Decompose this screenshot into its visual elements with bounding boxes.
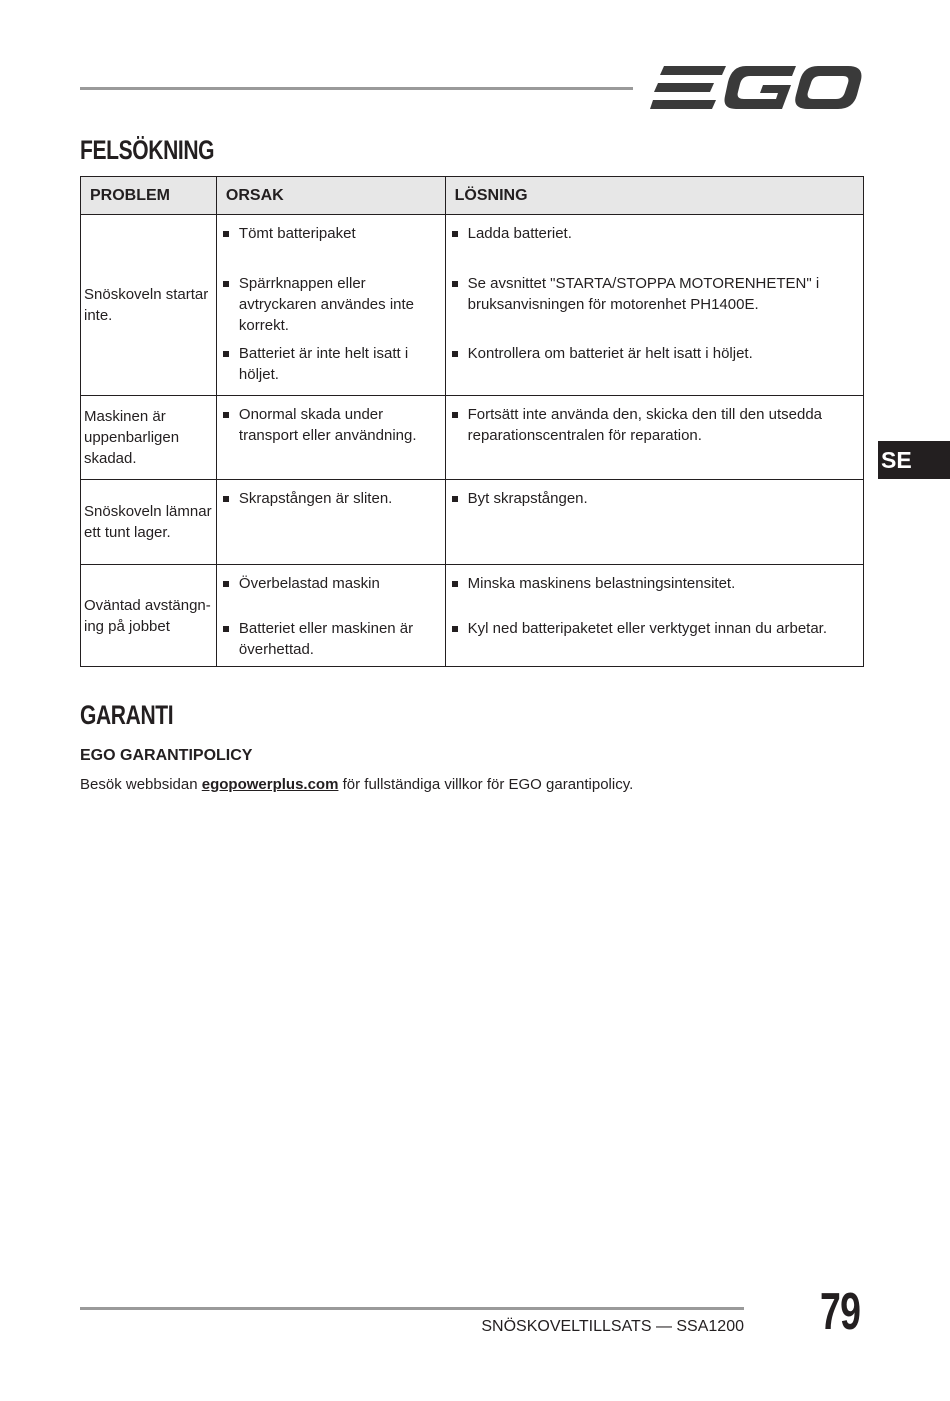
cause-item: Överbelastad maskin — [217, 573, 445, 594]
cause-item: Onormal skada under transport eller användning. — [217, 404, 445, 446]
header-cause: ORSAK — [216, 177, 445, 215]
solution-item: Kontrollera om batteriet är helt isatt i höljet. — [446, 343, 863, 364]
table-row — [81, 396, 864, 480]
solution-cell — [445, 480, 863, 565]
warranty-link[interactable]: egopowerplus.com — [201, 776, 339, 793]
solution-cell — [445, 215, 863, 396]
solution-cell — [445, 396, 863, 480]
footer-title: SNÖSKOVELTILLSATS — SSA1200 — [481, 1318, 744, 1335]
cause-cell — [216, 565, 445, 667]
warranty-title: GARANTI — [80, 700, 174, 730]
solution-cell — [445, 565, 863, 667]
problem-cell: Maskinen är uppenbarligen skadad. — [81, 396, 217, 480]
warranty-text — [80, 776, 633, 793]
cause-item: Skrapstången är sliten. — [217, 488, 445, 509]
table-row — [81, 480, 864, 565]
troubleshooting-title: FELSÖKNING — [80, 135, 215, 165]
header-solution: LÖSNING — [445, 177, 863, 215]
language-tab: SE — [878, 441, 950, 479]
problem-cell: Oväntad avstängn-ing på jobbet — [81, 565, 217, 667]
solution-item: Minska maskinens belastningsintensitet. — [446, 573, 863, 594]
table-row — [81, 215, 864, 396]
warranty-text-before: Besök webbsidan — [80, 776, 202, 793]
warranty-text-after: för fullständiga villkor för EGO garantipolicy. — [338, 776, 634, 793]
problem-cell: Snöskoveln lämnar ett tunt lager. — [81, 480, 217, 565]
footer-rule — [80, 1307, 744, 1310]
cause-item: Batteriet eller maskinen är överhettad. — [217, 618, 445, 660]
cause-cell — [216, 480, 445, 565]
solution-item: Fortsätt inte använda den, skicka den till den utsedda reparationscentralen för reparation. — [446, 404, 863, 446]
troubleshooting-table — [80, 176, 864, 667]
header-problem: PROBLEM — [81, 177, 217, 215]
ego-logo — [650, 64, 863, 112]
cause-item: Batteriet är inte helt isatt i höljet. — [217, 343, 445, 385]
table-header-row — [81, 177, 864, 215]
cause-cell — [216, 396, 445, 480]
solution-item: Se avsnittet "STARTA/STOPPA MOTORENHETEN" i bruksanvisningen för motorenhet PH1400E. — [446, 273, 863, 315]
header-rule — [80, 87, 633, 90]
table-row — [81, 565, 864, 667]
solution-item: Ladda batteriet. — [446, 223, 863, 244]
page-number: 79 — [820, 1283, 861, 1341]
solution-item: Kyl ned batteripaketet eller verktyget innan du arbetar. — [446, 618, 863, 639]
cause-item: Tömt batteripaket — [217, 223, 445, 244]
warranty-subtitle: EGO GARANTIPOLICY — [80, 747, 253, 764]
cause-item: Spärrknappen eller avtryckaren användes inte korrekt. — [217, 273, 445, 336]
problem-cell: Snöskoveln startar inte. — [81, 215, 217, 396]
solution-item: Byt skrapstången. — [446, 488, 863, 509]
cause-cell — [216, 215, 445, 396]
